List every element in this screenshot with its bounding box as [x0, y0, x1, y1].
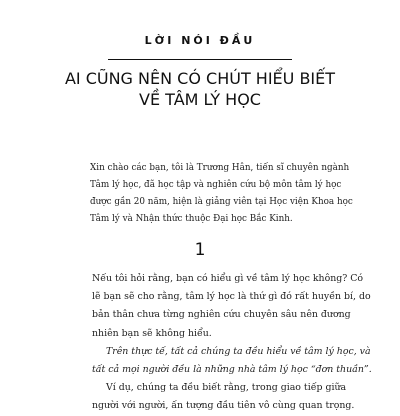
body-line: lẽ bạn sẽ cho rằng, tâm lý học là thứ gì đó rất huyền bí, do [92, 291, 371, 303]
intro-line: Tâm lý và Nhận thức thuộc Đại học Bắc Kinh. [90, 214, 293, 224]
intro-line: Tâm lý học, đã học tập và nghiên cứu bộ môn tâm lý học [90, 180, 342, 190]
intro-line: Xin chào các bạn, tôi là Trương Hân, tiến sĩ chuyên ngành [90, 163, 350, 173]
body-line: bản thân chưa từng nghiên cứu chuyên sâu nên đương [92, 309, 351, 321]
title-line: AI CŨNG NÊN CÓ CHÚT HIỂU BIẾT [64, 69, 336, 88]
body-line-italic: tất cả mọi người đều là những nhà tâm lý học “đơn thuần”. [92, 364, 372, 376]
body-line: Ví dụ, chúng ta đều biết rằng, trong giao tiếp giữa [106, 382, 347, 394]
body-line-italic: Trên thực tế, tất cả chúng ta đều hiểu về tâm lý học, và [106, 345, 371, 357]
chapter-title [0, 68, 400, 110]
title-line: VỀ TÂM LÝ HỌC [139, 90, 261, 109]
section-label: LỜI NÓI ĐẦU [144, 34, 256, 47]
body-line: người với người, ấn tượng đầu tiên vô cùng quan trọng. [92, 400, 355, 412]
header-rule [108, 59, 292, 60]
section-number: 1 [194, 240, 206, 260]
body-line: nhiên bạn sẽ không hiểu. [92, 327, 212, 339]
intro-line: được gần 20 năm, hiện là giảng viên tại Học viện Khoa học [90, 197, 353, 207]
body-line: Nếu tôi hỏi rằng, bạn có hiểu gì về tâm lý học không? Có [92, 273, 364, 284]
intro-paragraph [90, 160, 352, 228]
body-text [92, 270, 372, 416]
